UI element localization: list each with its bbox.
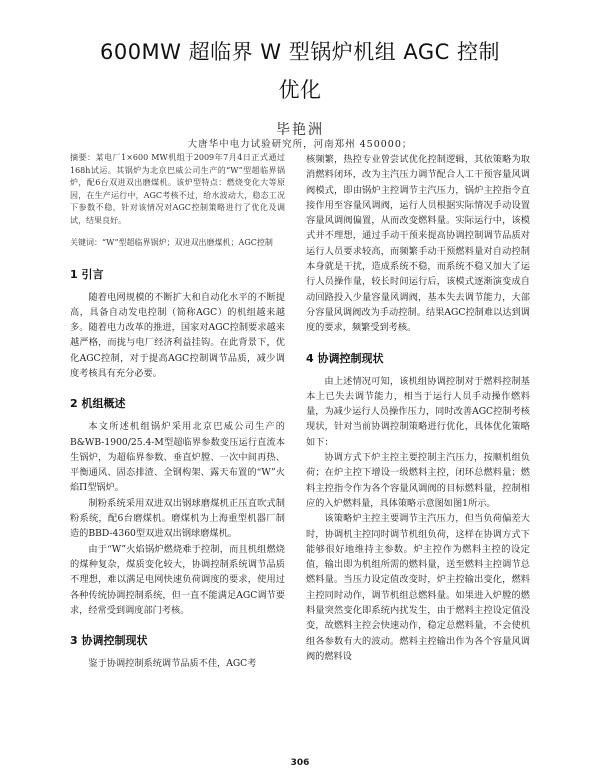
section-2-heading: 2 机组概述: [70, 397, 126, 411]
section-1-paragraph: 随着电网规模的不断扩大和自动化水平的不断提高，具备自动发电控制（简称AGC）的机组越来越多。随着电力改革的推进，国家对AGC控制要求越来越严格，而拢与电厂经济利益挂钩。在此背景下，优化AGC控制，对于提高AGC控制调节品质，减少调度考核具有充分必要。: [70, 291, 285, 379]
section-4-paragraph-3: 该策略炉主控主要调节主汽压力，但当负荷偏差大时，协调机主控同时调节机组负荷，这样在协调方式下能够很好地维持主参数。炉主控作为燃料主控的设定值，输出即为机组所需的燃料量，送至燃料主控调节总燃料量。当压力设定值改变时，炉主控输出变化，燃料主控同时动作，调节机组总燃料量。如果进入炉膛的燃料量突然变化即系统内扰发生，由于燃料主控设定值没变，故燃料主控会快速动作，稳定总燃料量，不会使机组各参数有大的波动。燃料主控输出作为各个容量风调阀的燃料设: [306, 513, 530, 662]
section-4-paragraph-2: 协调方式下炉主控主要控制主汽压力，按顺机组负荷；在炉主控下增设一级燃料主控，闭环总燃料量；燃料主控指令作为各个容量风调阀的目标燃料量，控制相应的入炉燃料量，具体策略示意图如图1所示。: [306, 452, 530, 509]
keywords: 关键词：“W”型超临界锅炉；双进双出磨煤机；AGC控制: [70, 238, 273, 247]
paper-title-line1: 600MW 超临界 W 型锅炉机组 AGC 控制: [99, 40, 501, 64]
section-2-paragraph-3: 由于“W”火焰锅炉燃烧难于控制，而且机组燃烧的煤种复杂，煤质变化较大，协调控制系统调节品质不理想，难以满足电网快速负荷调度的要求，使用过各种传统协调控制系统，但一直不能满足AGC调节要求，经常受到调度部门考核。: [70, 543, 285, 616]
author: 毕艳洲: [276, 122, 324, 138]
section-3-continuation: 核频繁，热控专业曾尝试优化控制逻辑，其依策略为取消燃料闭环，改为主汽压力调节配合人工干预容量风调阀模式，即由锅炉主控调节主汽压力，锅炉主控指令直接作用至容量风调阀，运行人员根据实际情况手动设置容量风调阀偏置，从而改变燃料量。实际运行中，该模式并不理想，通过手动干预来提高协调控制调节品质对运行人员要求较高，而频繁手动干预燃料量对自动控制本身就是干扰，造成系统不稳，而系统不稳又加大了运行人员操作量，较长时间运行后，该模式逐渐演变成自动回路投入少量容量风调阀，基本失去调节能力，大部分容量风调阀改为手动控制。结果AGC控制难以达到调度的要求，频繁受到考核。: [306, 154, 530, 334]
right-column: [306, 152, 530, 664]
section-4-heading: 4 协调控制现状: [306, 351, 384, 365]
section-2-paragraph-1: 本文所述机组锅炉采用北京巴威公司生产的B&WB-1900/25.4-M型超临界参数变压运行直流本生锅炉，为超临界参数、垂直炉膛、一次中间再热、平衡通风、固态排渣、全钢构架、露天布置的“W”火焰Π型锅炉。: [70, 421, 285, 494]
section-3-paragraph: 鉴于协调控制系统调节品质不佳，AGC考: [88, 658, 257, 670]
section-3-heading: 3 协调控制现状: [70, 634, 148, 648]
left-column: [70, 152, 285, 671]
section-2-paragraph-2: 制粉系统采用双进双出钢球磨煤机正压直吹式制粉系统，配6台磨煤机。磨煤机为上海重型机器厂制造的BBD-4360型双进双出钢球磨煤机。: [70, 497, 285, 540]
abstract: 摘要：某电厂1×600 MW机组于2009年7月4日正式通过168h试运。其锅炉为北京巴威公司生产的“W”型超临界锅炉，配6台双进双出磨煤机。该炉型特点：燃烧变化大等原因，在生产运行中，AGC考核不过，给水波动大，稳态工况下参数不稳，针对该情况对AGC控制策略进行了优化及调试，结果良好。: [70, 153, 285, 225]
section-1-heading: 1 引言: [70, 267, 104, 281]
section-4-paragraph-1: 由上述情况可知，该机组协调控制对于燃料控制基本上已失去调节能力，相当于运行人员手动操作燃料量，为减少运行人员操作压力，同时改善AGC控制考核现状，针对当前协调控制策略进行优化，具体优化策略如下：: [306, 375, 530, 448]
page-number: 306: [290, 758, 310, 768]
affiliation: 大唐华中电力试验研究所，河南郑州 450000；: [187, 139, 413, 150]
paper-title-line2: 优化: [278, 78, 322, 102]
